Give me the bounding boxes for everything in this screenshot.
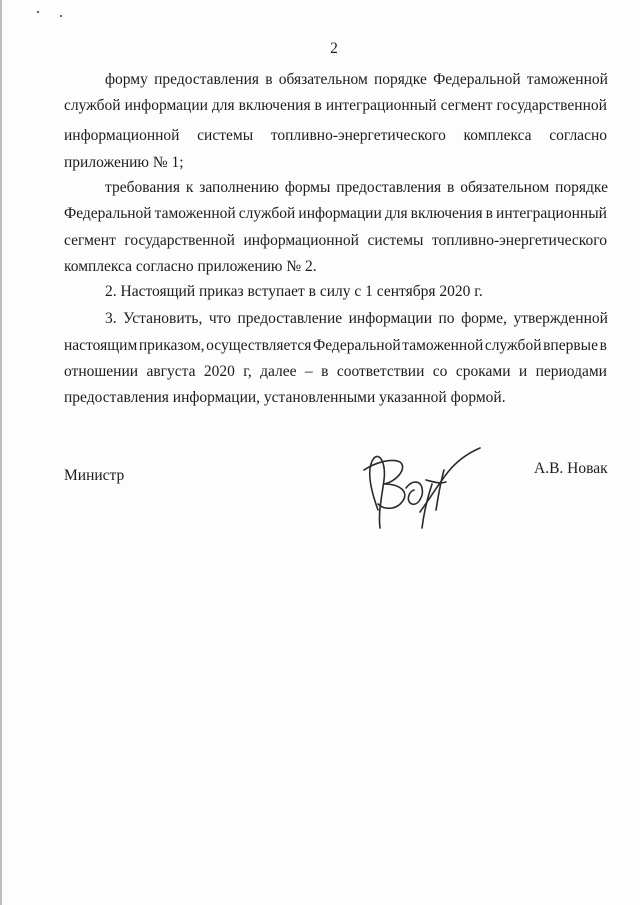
word: заполнению [199,179,279,196]
word: топливно-энергетического [270,127,446,144]
p1-line-3 [64,126,607,146]
word: в [314,97,322,114]
word: осуществляется [206,337,312,354]
word: сегмент [64,232,116,249]
word: Федеральной [313,337,401,354]
word: обязательном [278,71,368,88]
word: обязательном [460,179,550,196]
word: форму [105,71,148,88]
word: информации [348,310,433,327]
item-3-line-2 [64,336,607,356]
word: периодами [535,363,607,380]
word: предоставления [154,71,260,88]
word: службой [238,205,296,222]
item-3-line-1 [105,309,608,329]
word: со [432,363,448,380]
item-2-line: 2. Настоящий приказ вступает в силу с 1 сентября 2020 г. [105,283,483,300]
position-title: Министр [64,467,125,484]
word: интеграционный [496,205,607,222]
word: включения [410,205,483,222]
word: Федеральной [433,71,521,88]
word: информационной [64,127,180,144]
word: комплекса [463,127,532,144]
p2-line-3 [64,231,607,251]
word: службой [64,97,121,114]
signatory-name: А.В. Новак [534,460,608,477]
word: сроками [455,363,511,380]
word: требования [105,179,180,196]
word: 2020 [203,363,235,380]
word: соответствии [336,363,425,380]
scan-speck [60,15,62,17]
word: таможенной [526,71,608,88]
handwritten-signature [356,440,486,535]
word: государственной [124,232,235,249]
word: формы [284,179,331,196]
scan-speck [37,11,39,13]
scan-edge [0,0,2,905]
word: к [185,179,194,196]
word: Установить, [123,310,203,327]
word: таможенной [402,337,484,354]
word: службой [484,337,542,354]
word: для [211,97,235,114]
word: в [599,337,607,354]
word: настоящим [64,337,138,354]
word: информации [124,97,208,114]
word: по [438,310,455,327]
word: далее [260,363,297,380]
word: порядке [555,179,608,196]
word: таможенной [154,205,236,222]
word: информации [298,205,382,222]
word: в [321,363,329,380]
word: что [208,310,231,327]
word: включения [238,97,311,114]
word: утвержденной [513,310,608,327]
item-3-line-3 [64,362,607,382]
item-3-line-4: предоставления информации, установленными указанной формой. [64,389,506,406]
word: – [304,363,313,380]
word: информационной [243,232,359,249]
word: и [518,363,528,380]
page-number: 2 [330,40,338,57]
word: интеграционный [325,97,437,114]
word: для [384,205,408,222]
word: системы [197,127,254,144]
word: системы [367,232,424,249]
word: впервые [543,337,598,354]
p2-line-2 [64,204,607,224]
word: отношении [64,363,139,380]
word: августа [146,363,196,380]
p2-line-1 [105,178,608,198]
p2-line-4: комплекса согласно приложению № 2. [64,258,317,275]
word: в [265,71,273,88]
p1-line-2 [64,96,607,116]
word: согласно [549,127,607,144]
word: порядке [374,71,427,88]
word: форме, [461,310,507,327]
p1-line-4: приложению № 1; [64,154,184,171]
word: топливно-энергетического [431,232,607,249]
word: сегмент [440,97,493,114]
word: в [485,205,493,222]
word: в [447,179,455,196]
word: Федеральной [64,205,152,222]
word: г, [243,363,252,380]
word: 3. [105,310,117,327]
p1-line-1 [105,70,608,90]
word: предоставление [237,310,343,327]
word: предоставления [336,179,442,196]
word: государственной [496,97,607,114]
word: приказом, [138,337,205,354]
